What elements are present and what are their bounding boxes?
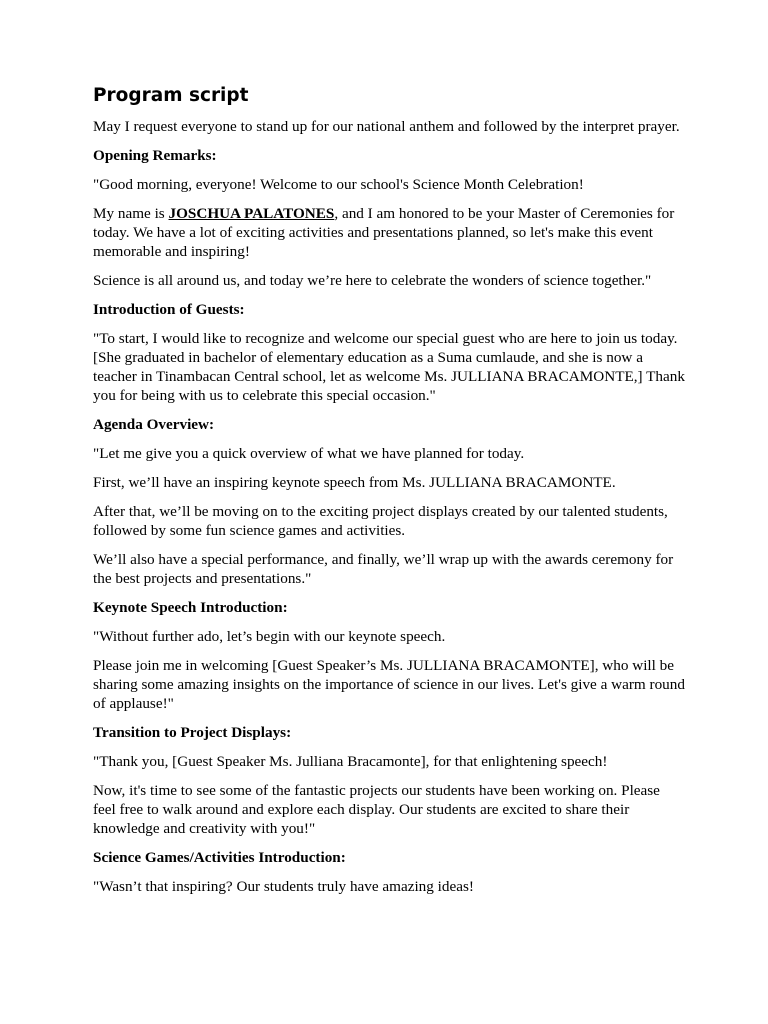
thank-you-paragraph: "Thank you, [Guest Speaker Ms. Julliana Bracamonte], for that enlightening speech!: [93, 753, 608, 770]
introduction-of-guests-heading: Introduction of Guests:: [93, 301, 245, 318]
emcee-intro-rest: , and I am honored to be your Master of Ceremonies for today. We have a lot of exciting activities and presentations planned, so let's make this event memorable and inspiring!: [93, 205, 675, 260]
agenda-intro-paragraph: "Let me give you a quick overview of what we have planned for today.: [93, 445, 525, 462]
emcee-intro-paragraph: [93, 204, 685, 261]
transition-to-project-displays-heading: Transition to Project Displays:: [93, 724, 292, 741]
games-intro-paragraph: "Wasn’t that inspiring? Our students truly have amazing ideas!: [93, 878, 474, 895]
emcee-name: JOSCHUA PALATONES: [168, 205, 335, 222]
anthem-request-paragraph: May I request everyone to stand up for our national anthem and followed by the interpret prayer.: [93, 118, 680, 135]
agenda-overview-heading: Agenda Overview:: [93, 416, 215, 433]
project-displays-paragraph: Now, it's time to see some of the fantastic projects our students have been working on. Please feel free to walk around and explore each display. Our students are excited to share their knowledge and creativity with you!": [93, 782, 660, 837]
welcome-paragraph: "Good morning, everyone! Welcome to our school's Science Month Celebration!: [93, 176, 584, 193]
agenda-projects-paragraph: After that, we’ll be moving on to the exciting project displays created by our talented students, followed by some fun science games and activities.: [93, 503, 668, 539]
science-celebration-paragraph: Science is all around us, and today we’re here to celebrate the wonders of science together.": [93, 272, 652, 289]
document-page: [93, 84, 685, 906]
agenda-awards-paragraph: We’ll also have a special performance, and finally, we’ll wrap up with the awards ceremony for the best projects and presentations.": [93, 551, 674, 587]
opening-remarks-heading: Opening Remarks:: [93, 147, 217, 164]
agenda-keynote-paragraph: First, we’ll have an inspiring keynote speech from Ms. JULLIANA BRACAMONTE.: [93, 474, 616, 491]
emcee-intro-lead: My name is: [93, 205, 169, 222]
keynote-begin-paragraph: "Without further ado, let’s begin with our keynote speech.: [93, 628, 446, 645]
guest-welcome-paragraph: "To start, I would like to recognize and welcome our special guest who are here to join us today. [She graduated in bachelor of elementary education as a Suma cumlaude, and she is now a teacher in Tinambacan Central school, let as welcome Ms. JULLIANA BRACAMONTE,] Thank you for being with us to celebrate this special occasion.": [93, 330, 685, 404]
keynote-welcome-paragraph: Please join me in welcoming [Guest Speaker’s Ms. JULLIANA BRACAMONTE], who will be sharing some amazing insights on the importance of science in our lives. Let's give a warm round of applause!": [93, 657, 685, 712]
science-games-introduction-heading: Science Games/Activities Introduction:: [93, 849, 346, 866]
page-title: Program script: [93, 85, 249, 106]
keynote-speech-introduction-heading: Keynote Speech Introduction:: [93, 599, 288, 616]
